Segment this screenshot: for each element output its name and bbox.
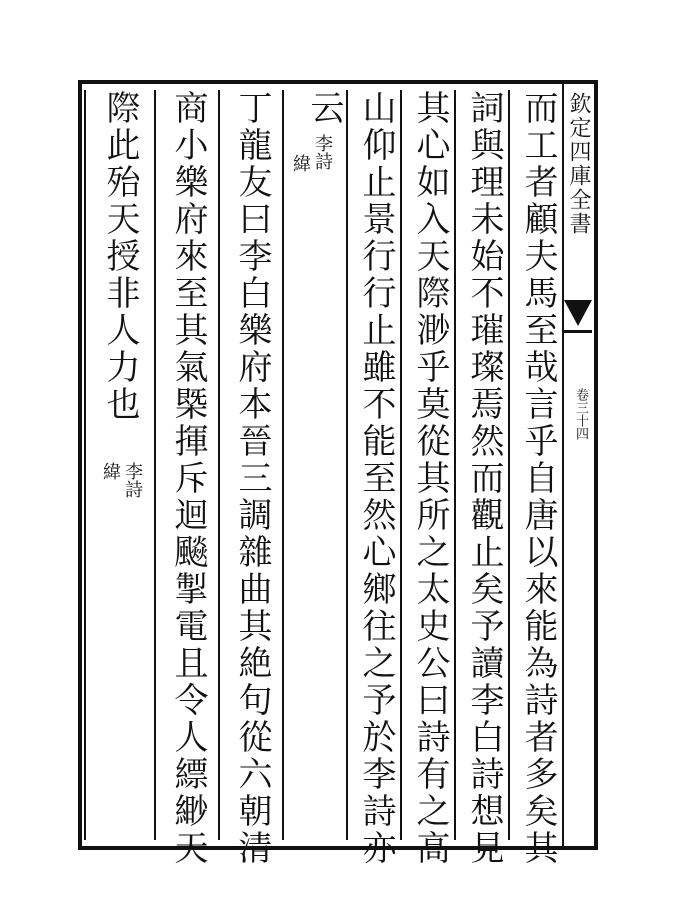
text-column-8 xyxy=(84,90,156,840)
annotation-right: 李詩 xyxy=(312,134,333,170)
page-frame-right-border xyxy=(594,80,598,850)
book-title: 欽定四庫全書 xyxy=(566,92,591,236)
column-text: 山仰止景行行止雖不能至然心鄉往之予於李詩亦 xyxy=(356,90,396,867)
volume-label: 卷三十四 xyxy=(573,388,588,440)
text-column-7 xyxy=(154,90,220,867)
column-text: 而工者顧夫馬至哉言乎自唐以來能為詩者多矣其 xyxy=(518,90,558,867)
column-text: 其心如入天際渺乎莫從其所之太史公曰詩有之高 xyxy=(410,90,450,867)
column-text: 丁龍友曰李白樂府本晉三調雜曲其絶句從六朝清 xyxy=(232,90,272,867)
text-column-4 xyxy=(346,90,402,867)
text-column-2 xyxy=(454,90,510,867)
column-text: 云 xyxy=(304,90,344,127)
annotation-left: 緯 xyxy=(290,154,311,172)
column-text: 商小樂府來至其氣槩揮斥迴飈掣電且令人縹緲天 xyxy=(168,90,208,867)
column-text: 詞與理未始不璀璨焉然而觀止矣予讀李白詩想見 xyxy=(464,90,504,867)
annotation-right: 李詩 xyxy=(122,462,143,498)
text-column-5 xyxy=(282,90,348,840)
annotation-left: 緯 xyxy=(100,462,121,480)
fish-tail-line xyxy=(564,330,592,333)
column-text: 際此殆天授非人力也 xyxy=(100,90,140,423)
text-column-6 xyxy=(218,90,284,867)
fish-tail-mark xyxy=(564,300,592,326)
text-column-3 xyxy=(400,90,456,867)
text-column-1 xyxy=(508,90,564,867)
